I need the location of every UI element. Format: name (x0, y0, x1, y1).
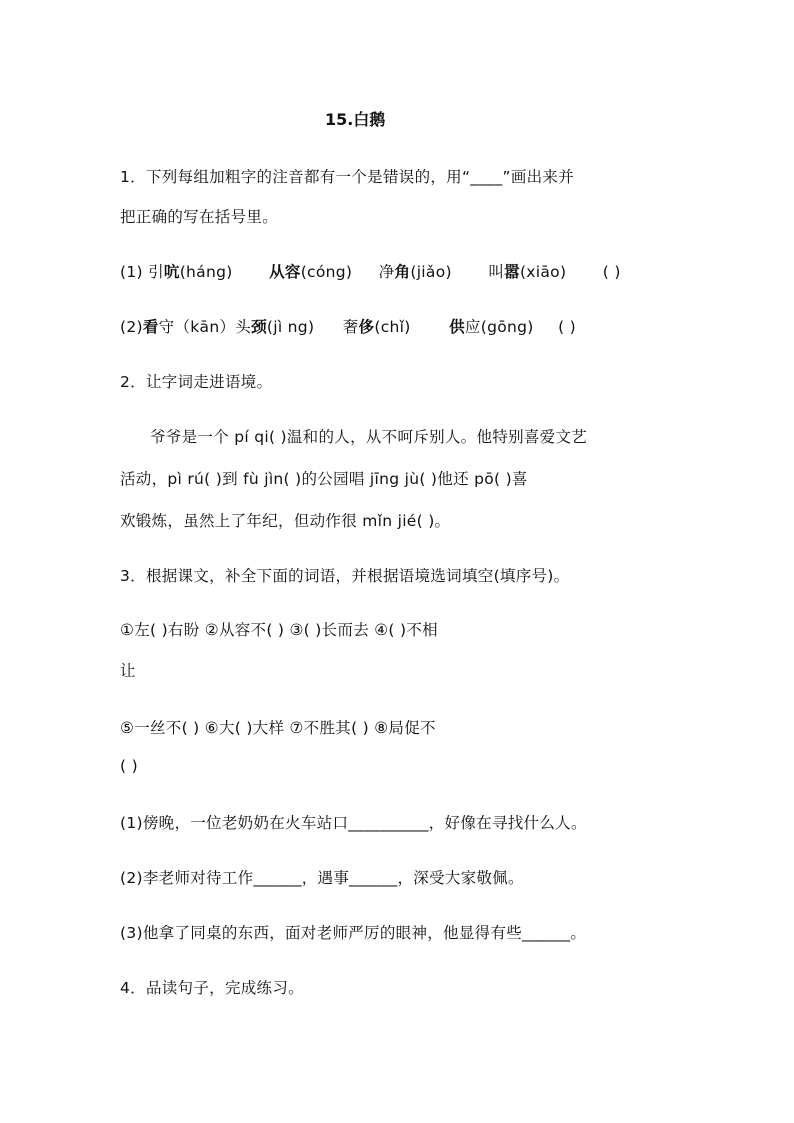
q1-row2-group4: 供应(gōng) (449, 318, 534, 336)
q1-row1-answer-paren: ( ) (602, 263, 621, 281)
q2-passage-line3: 欢锻炼，虽然上了年纪，但动作很 mǐn jié( )。 (120, 512, 451, 530)
q2-passage-line1: 爷爷是一个 pí qi( )温和的人，从不呵斥别人。他特别喜爱文艺 (150, 428, 588, 446)
q3-options-line2: 让 (120, 662, 136, 680)
page-title: 15.白鹅 (325, 110, 386, 129)
q1-row1-group2: 从容(cóng) (269, 263, 353, 281)
q1-instruction-line1: 1．下列每组加粗字的注音都有一个是错误的，用“____”画出来并 (120, 168, 575, 186)
q2-heading: 2．让字词走进语境。 (120, 373, 273, 391)
q3-sentence-2: (2)李老师对待工作______，遇事______，深受大家敬佩。 (120, 869, 524, 887)
q3-sentence-1: (1)傍晚，一位老奶奶在火车站口__________，好像在寻找什么人。 (120, 814, 587, 832)
q1-instruction-line2: 把正确的写在括号里。 (120, 208, 279, 226)
q3-options-line3: ⑤一丝不( ) ⑥大( )大样 ⑦不胜其( ) ⑧局促不 (120, 719, 436, 737)
q1-row1-group4: 叫嚣(xiāo) (488, 263, 567, 281)
q3-options-line1: ①左( )右盼 ②从容不( ) ③( )长而去 ④( )不相 (120, 621, 438, 639)
q3-heading: 3．根据课文，补全下面的词语，并根据语境选词填空(填序号)。 (120, 567, 570, 585)
q2-passage-line2: 活动，pì rú( )到 fù jìn( )的公园唱 jīng jù( )他还 pō( )喜 (120, 470, 528, 488)
q1-row2-group1: (2)看守（kān）头颈(jì ng) (120, 318, 315, 336)
q1-row2-answer-paren: ( ) (558, 318, 576, 336)
q1-row1-group1: (1) 引吭(háng) (120, 263, 233, 281)
q1-row2-group3: 奢侈(chǐ) (342, 318, 411, 336)
q1-row1-group3: 净角(jiǎo) (378, 263, 452, 281)
q4-heading: 4．品读句子，完成练习。 (120, 979, 304, 997)
q1-row1 (120, 260, 621, 282)
q1-row2 (120, 315, 576, 337)
q3-sentence-3: (3)他拿了同桌的东西，面对老师严厉的眼神，他显得有些______。 (120, 924, 587, 942)
q3-options-line4: ( ) (120, 757, 138, 775)
